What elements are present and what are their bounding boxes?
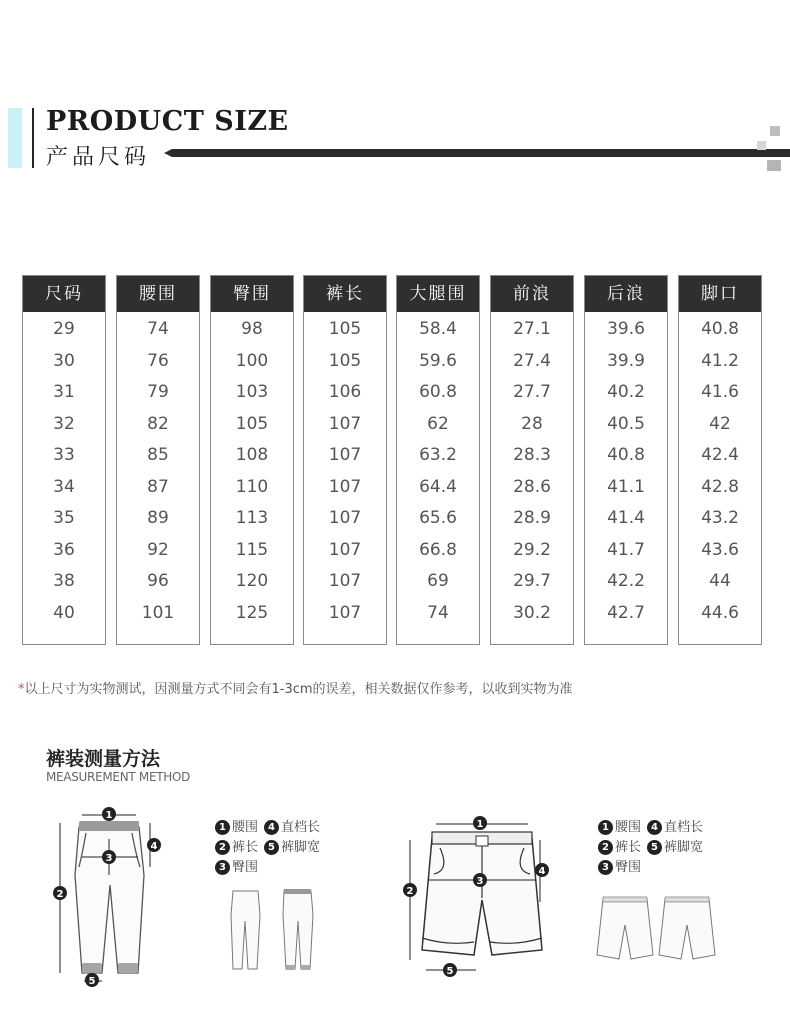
table-cell: 36 bbox=[53, 539, 75, 560]
column-header: 大腿围 bbox=[397, 276, 479, 312]
table-cell: 106 bbox=[328, 382, 362, 402]
table-cell: 74 bbox=[427, 602, 449, 623]
measurement-title: 裤装测量方法 bbox=[46, 748, 161, 770]
decor-square bbox=[757, 141, 766, 150]
table-cell: 29.7 bbox=[513, 571, 551, 591]
table-cell: 92 bbox=[147, 539, 169, 560]
size-column bbox=[303, 275, 387, 645]
table-cell: 34 bbox=[53, 476, 75, 497]
table-cell: 108 bbox=[235, 445, 269, 465]
table-cell: 105 bbox=[235, 413, 269, 434]
table-cell: 120 bbox=[235, 571, 269, 591]
table-cell: 89 bbox=[147, 508, 169, 528]
header-accent-block bbox=[8, 108, 22, 168]
table-cell: 27.1 bbox=[513, 319, 551, 339]
legend-shorts: 1 腰围 4 直档长 2 裤长 5 裤脚宽 3 臀围 bbox=[598, 818, 709, 878]
column-header: 腰围 bbox=[117, 276, 199, 312]
marker-2: 2 bbox=[406, 886, 414, 897]
table-cell: 96 bbox=[147, 571, 169, 591]
table-cell: 39.6 bbox=[607, 319, 645, 339]
shorts-diagram bbox=[400, 810, 560, 989]
table-cell: 29 bbox=[53, 319, 75, 339]
table-cell: 42.2 bbox=[607, 571, 645, 591]
table-cell: 38 bbox=[53, 571, 75, 591]
table-cell: 43.6 bbox=[701, 539, 739, 560]
table-cell: 103 bbox=[235, 382, 269, 402]
size-column bbox=[116, 275, 200, 645]
disclaimer-note bbox=[18, 678, 573, 697]
table-cell: 41.2 bbox=[701, 350, 739, 371]
size-column bbox=[210, 275, 294, 645]
marker-3: 3 bbox=[105, 853, 113, 864]
table-cell: 69 bbox=[427, 571, 449, 591]
long-pants-diagram bbox=[46, 805, 176, 994]
table-cell: 28.9 bbox=[513, 508, 551, 528]
table-cell: 41.6 bbox=[701, 382, 739, 402]
table-cell: 32 bbox=[53, 413, 75, 434]
table-cell: 41.7 bbox=[607, 539, 645, 560]
size-column bbox=[490, 275, 574, 645]
table-cell: 66.8 bbox=[419, 539, 457, 560]
table-cell: 107 bbox=[328, 413, 362, 434]
table-cell: 30 bbox=[53, 350, 75, 371]
table-cell: 40.5 bbox=[607, 413, 645, 434]
column-header: 后浪 bbox=[585, 276, 667, 312]
table-cell: 76 bbox=[147, 350, 169, 371]
table-cell: 113 bbox=[235, 508, 269, 528]
table-cell: 82 bbox=[147, 413, 169, 434]
table-cell: 42.4 bbox=[701, 445, 739, 465]
table-cell: 107 bbox=[328, 445, 362, 465]
table-cell: 30.2 bbox=[513, 602, 551, 623]
table-cell: 107 bbox=[328, 476, 362, 497]
table-cell: 27.7 bbox=[513, 382, 551, 402]
table-cell: 60.8 bbox=[419, 382, 457, 402]
table-cell: 35 bbox=[53, 508, 75, 528]
column-header: 臀围 bbox=[211, 276, 293, 312]
note-star: * bbox=[18, 682, 25, 697]
marker-4: 4 bbox=[150, 841, 158, 852]
table-cell: 74 bbox=[147, 319, 169, 339]
size-column bbox=[584, 275, 668, 645]
table-cell: 59.6 bbox=[419, 350, 457, 371]
legend-long-pants: 1 腰围 4 直档长 2 裤长 5 裤脚宽 3 臀围 bbox=[215, 818, 326, 878]
table-cell: 85 bbox=[147, 445, 169, 465]
header-divider bbox=[32, 108, 34, 168]
size-column bbox=[22, 275, 106, 645]
table-cell: 101 bbox=[141, 602, 175, 623]
page-subtitle: 产品尺码 bbox=[46, 145, 151, 170]
page-title: PRODUCT SIZE bbox=[46, 106, 289, 137]
table-cell: 62 bbox=[427, 413, 449, 434]
table-cell: 29.2 bbox=[513, 539, 551, 560]
table-cell: 64.4 bbox=[419, 476, 457, 497]
table-cell: 33 bbox=[53, 445, 75, 465]
table-cell: 27.4 bbox=[513, 350, 551, 371]
table-cell: 42 bbox=[709, 413, 731, 434]
column-header: 前浪 bbox=[491, 276, 573, 312]
table-cell: 44.6 bbox=[701, 602, 739, 623]
shorts-thumbnails bbox=[595, 893, 725, 972]
column-header: 脚口 bbox=[679, 276, 761, 312]
table-cell: 40.8 bbox=[701, 319, 739, 339]
marker-1: 1 bbox=[105, 810, 113, 821]
column-header: 裤长 bbox=[304, 276, 386, 312]
table-cell: 40.8 bbox=[607, 445, 645, 465]
table-cell: 31 bbox=[53, 382, 75, 402]
note-text: 以上尺寸为实物测试，因测量方式不同会有1-3cm的误差，相关数据仅作参考，以收到实物为准 bbox=[24, 682, 573, 697]
marker-3: 3 bbox=[476, 876, 484, 887]
header-rule bbox=[164, 149, 790, 157]
table-cell: 42.8 bbox=[701, 476, 739, 497]
marker-2: 2 bbox=[56, 889, 64, 900]
table-cell: 41.1 bbox=[607, 476, 645, 497]
size-column bbox=[678, 275, 762, 645]
table-cell: 98 bbox=[241, 319, 263, 339]
table-cell: 40 bbox=[53, 602, 75, 623]
table-cell: 44 bbox=[709, 571, 731, 591]
table-cell: 107 bbox=[328, 539, 362, 560]
marker-4: 4 bbox=[538, 866, 546, 877]
table-cell: 79 bbox=[147, 382, 169, 402]
table-cell: 107 bbox=[328, 508, 362, 528]
decor-square bbox=[770, 126, 780, 136]
table-cell: 105 bbox=[328, 350, 362, 371]
table-cell: 39.9 bbox=[607, 350, 645, 371]
table-cell: 115 bbox=[235, 539, 269, 560]
table-cell: 42.7 bbox=[607, 602, 645, 623]
table-cell: 65.6 bbox=[419, 508, 457, 528]
size-column bbox=[396, 275, 480, 645]
marker-5: 5 bbox=[88, 976, 96, 987]
table-cell: 41.4 bbox=[607, 508, 645, 528]
table-cell: 105 bbox=[328, 319, 362, 339]
marker-5: 5 bbox=[446, 966, 454, 977]
table-cell: 100 bbox=[235, 350, 269, 371]
table-cell: 28.6 bbox=[513, 476, 551, 497]
table-cell: 110 bbox=[235, 476, 269, 497]
long-pants-thumbnails bbox=[228, 885, 338, 979]
table-cell: 40.2 bbox=[607, 382, 645, 402]
table-cell: 87 bbox=[147, 476, 169, 497]
decor-square bbox=[767, 160, 781, 171]
column-header: 尺码 bbox=[23, 276, 105, 312]
table-cell: 107 bbox=[328, 602, 362, 623]
table-cell: 107 bbox=[328, 571, 362, 591]
table-cell: 43.2 bbox=[701, 508, 739, 528]
marker-1: 1 bbox=[476, 819, 484, 830]
table-cell: 125 bbox=[235, 602, 269, 623]
table-cell: 63.2 bbox=[419, 445, 457, 465]
table-cell: 58.4 bbox=[419, 319, 457, 339]
measurement-subtitle: MEASUREMENT METHOD bbox=[46, 770, 191, 784]
table-cell: 28 bbox=[521, 413, 543, 434]
table-cell: 28.3 bbox=[513, 445, 551, 465]
